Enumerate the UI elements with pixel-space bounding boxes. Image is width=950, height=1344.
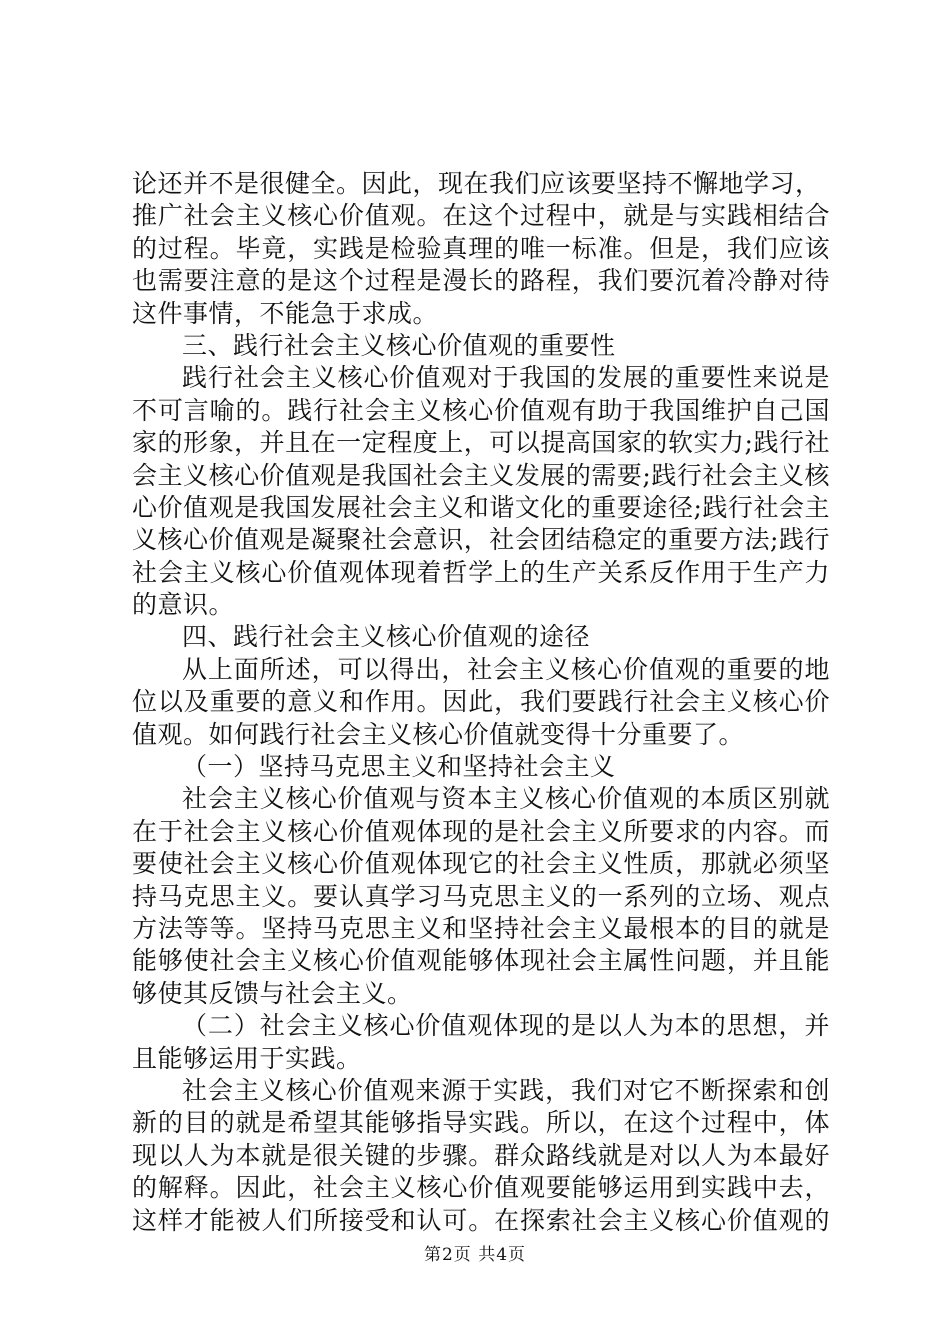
section-heading-4: 四、践行社会主义核心价值观的途径 [182,622,591,652]
text-line: 方法等等。坚持马克思主义和坚持社会主义最根本的目的就是 [132,913,830,943]
text-line: 不可言喻的。践行社会主义核心价值观有助于我国维护自己国 [132,395,830,425]
text-line: 义核心价值观是凝聚社会意识，社会团结稳定的重要方法;践行 [132,525,830,555]
text-line: 从上面所述，可以得出，社会主义核心价值观的重要的地 [182,654,830,684]
text-line: 践行社会主义核心价值观对于我国的发展的重要性来说是 [182,363,830,393]
text-line: 这件事情，不能急于求成。 [132,298,439,328]
subsection-heading-1: （一）坚持马克思主义和坚持社会主义 [182,752,616,782]
text-line: 这样才能被人们所接受和认可。在探索社会主义核心价值观的 [132,1205,830,1235]
text-line: 会主义核心价值观是我国社会主义发展的需要;践行社会主义核 [132,460,830,490]
text-line: 社会主义核心价值观体现着哲学上的生产关系反作用于生产力 [132,557,830,587]
text-line: 的解释。因此，社会主义核心价值观要能够运用到实践中去， [132,1173,830,1203]
body-text [132,168,830,1237]
text-line: 推广社会主义核心价值观。在这个过程中，就是与实践相结合 [132,201,830,231]
subsection-heading-2-cont: 且能够运用于实践。 [132,1043,362,1073]
text-line: 值观。如何践行社会主义核心价值就变得十分重要了。 [132,719,745,749]
text-line: 在于社会主义核心价值观体现的是社会主义所要求的内容。而 [132,816,830,846]
section-heading-3: 三、践行社会主义核心价值观的重要性 [182,330,616,360]
page-number-footer: 第2页 共4页 [423,1245,527,1265]
text-line: 新的目的就是希望其能够指导实践。所以，在这个过程中，体 [132,1108,830,1138]
text-line: 也需要注意的是这个过程是漫长的路程，我们要沉着冷静对待 [132,266,830,296]
text-line: 能够使社会主义核心价值观能够体现社会主属性问题，并且能 [132,946,830,976]
text-line: 社会主义核心价值观与资本主义核心价值观的本质区别就 [182,784,830,814]
text-line: 社会主义核心价值观来源于实践，我们对它不断探索和创 [182,1075,830,1105]
text-line: 心价值观是我国发展社会主义和谐文化的重要途径;践行社会主 [132,492,830,522]
text-line: 的意识。 [132,590,235,620]
subsection-heading-2: （二）社会主义核心价值观体现的是以人为本的思想，并 [182,1011,830,1041]
text-line: 的过程。毕竟，实践是检验真理的唯一标准。但是，我们应该 [132,233,830,263]
text-line: 现以人为本就是很关键的步骤。群众路线就是对以人为本最好 [132,1140,830,1170]
text-line: 论还并不是很健全。因此，现在我们应该要坚持不懈地学习， [132,169,821,198]
text-line: 要使社会主义核心价值观体现它的社会主义性质，那就必须坚 [132,849,830,879]
text-line: 位以及重要的意义和作用。因此，我们要践行社会主义核心价 [132,687,830,717]
text-line: 持马克思主义。要认真学习马克思主义的一系列的立场、观点 [132,881,830,911]
text-line: 家的形象，并且在一定程度上，可以提高国家的软实力;践行社 [132,428,830,458]
text-line: 够使其反馈与社会主义。 [132,978,413,1008]
